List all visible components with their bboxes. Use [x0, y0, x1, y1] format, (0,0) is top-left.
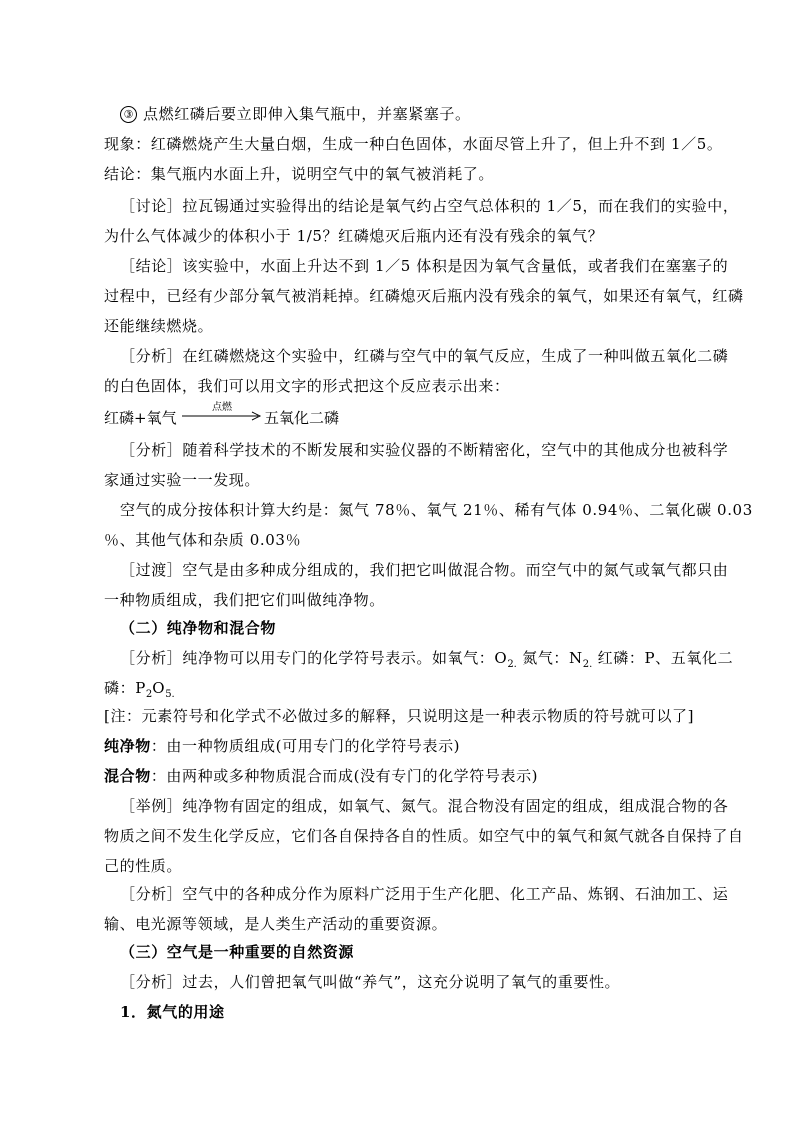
text-line: 结论：集气瓶内水面上升，说明空气中的氧气被消耗了。: [104, 165, 495, 183]
section-heading: （三）空气是一种重要的自然资源: [120, 943, 355, 961]
text: O: [152, 679, 166, 697]
text: 磷：P: [104, 679, 146, 697]
text: ［分析］纯净物可以用专门的化学符号表示。如氧气：O: [120, 649, 508, 667]
text-line: 空气的成分按体积计算大约是：氮气 78％、氧气 21％、稀有气体 0.94％、二氧化碳 0.03: [120, 501, 753, 519]
text-line: 还能继续燃烧。: [104, 317, 214, 335]
product-text: 五氧化二磷: [264, 409, 340, 427]
text-line: ［结论］该实验中，水面上升达不到 1／5 体积是因为氧气含量低，或者我们在塞塞子的: [120, 257, 729, 275]
text-line: ［讨论］拉瓦锡通过实验得出的结论是氧气约占空气总体积的 1／5，而在我们的实验中，: [120, 197, 739, 215]
circled-number: ③: [120, 106, 137, 123]
subscript: 2.: [582, 659, 593, 670]
definition-line: [104, 736, 704, 756]
term: 混合物: [104, 767, 151, 785]
text: 红磷：P、五氧化二: [592, 649, 734, 667]
text-line: 己的性质。: [104, 857, 183, 875]
text-line: 现象：红磷燃烧产生大量白烟，生成一种白色固体，水面尽管上升了，但上升不到 1／5。: [104, 135, 723, 153]
note-line: [注：元素符号和化学式不必做过多的解释，只说明这是一种表示物质的符号就可以了]: [104, 707, 695, 725]
text-line: 家通过实验一一发现。: [104, 471, 261, 489]
text-line: [120, 104, 720, 124]
text-line: ［分析］过去，人们曾把氧气叫做“养气”，这充分说明了氧气的重要性。: [120, 973, 621, 991]
text: 点燃红磷后要立即伸入集气瓶中，并塞紧塞子。: [143, 105, 471, 123]
arrow-condition: 点燃: [212, 402, 232, 413]
text-line: 输、电光源等领域，是人类生产活动的重要资源。: [104, 915, 448, 933]
text: 氮气：N: [516, 649, 583, 667]
text: ：由一种物质组成(可用专门的化学符号表示): [150, 737, 461, 755]
text-line: ［分析］空气中的各种成分作为原料广泛用于生产化肥、化工产品、炼钢、石油加工、运: [120, 885, 729, 903]
reactant-text: 红磷+氧气: [104, 409, 177, 427]
text-line: ［举例］纯净物有固定的组成，如氧气、氮气。混合物没有固定的组成，组成混合物的各: [120, 797, 729, 815]
section-heading: （二）纯净物和混合物: [120, 619, 277, 637]
text-line: ［过渡］空气是由多种成分组成的，我们把它叫做混合物。而空气中的氮气或氧气都只由: [120, 561, 729, 579]
text-line: 一种物质组成，我们把它们叫做纯净物。: [104, 591, 385, 609]
text-line: 过程中，已经有少部分氧气被消耗掉。红磷熄灭后瓶内没有残余的氧气，如果还有氧气，红磷: [104, 287, 744, 305]
text: ：由两种或多种物质混合而成(没有专门的化学符号表示): [150, 767, 539, 785]
subscript: 5.: [165, 689, 175, 700]
text-line: 的白色固体，我们可以用文字的形式把这个反应表示出来：: [104, 377, 510, 395]
term: 纯净物: [104, 737, 151, 755]
text-line: [104, 678, 704, 698]
text-line: 为什么气体减少的体积小于 1/5？红磷熄灭后瓶内还有没有残余的氧气？: [104, 227, 604, 245]
subscript: 2.: [507, 659, 517, 670]
text-line: [120, 648, 734, 670]
reaction-arrow-icon: [180, 400, 264, 426]
text-line: ［分析］随着科学技术的不断发展和实验仪器的不断精密化，空气中的其他成分也被科学: [120, 441, 729, 459]
subsection-heading: 1．氮气的用途: [120, 1003, 225, 1021]
text-line: 物质之间不发生化学反应，它们各自保持各自的性质。如空气中的氧气和氮气就各自保持了自: [104, 827, 744, 845]
text-line: ［分析］在红磷燃烧这个实验中，红磷与空气中的氧气反应，生成了一种叫做五氧化二磷: [120, 347, 729, 365]
subscript: 2: [145, 689, 153, 700]
text-line: ％、其他气体和杂质 0.03％: [104, 531, 302, 549]
definition-line: [104, 766, 704, 786]
